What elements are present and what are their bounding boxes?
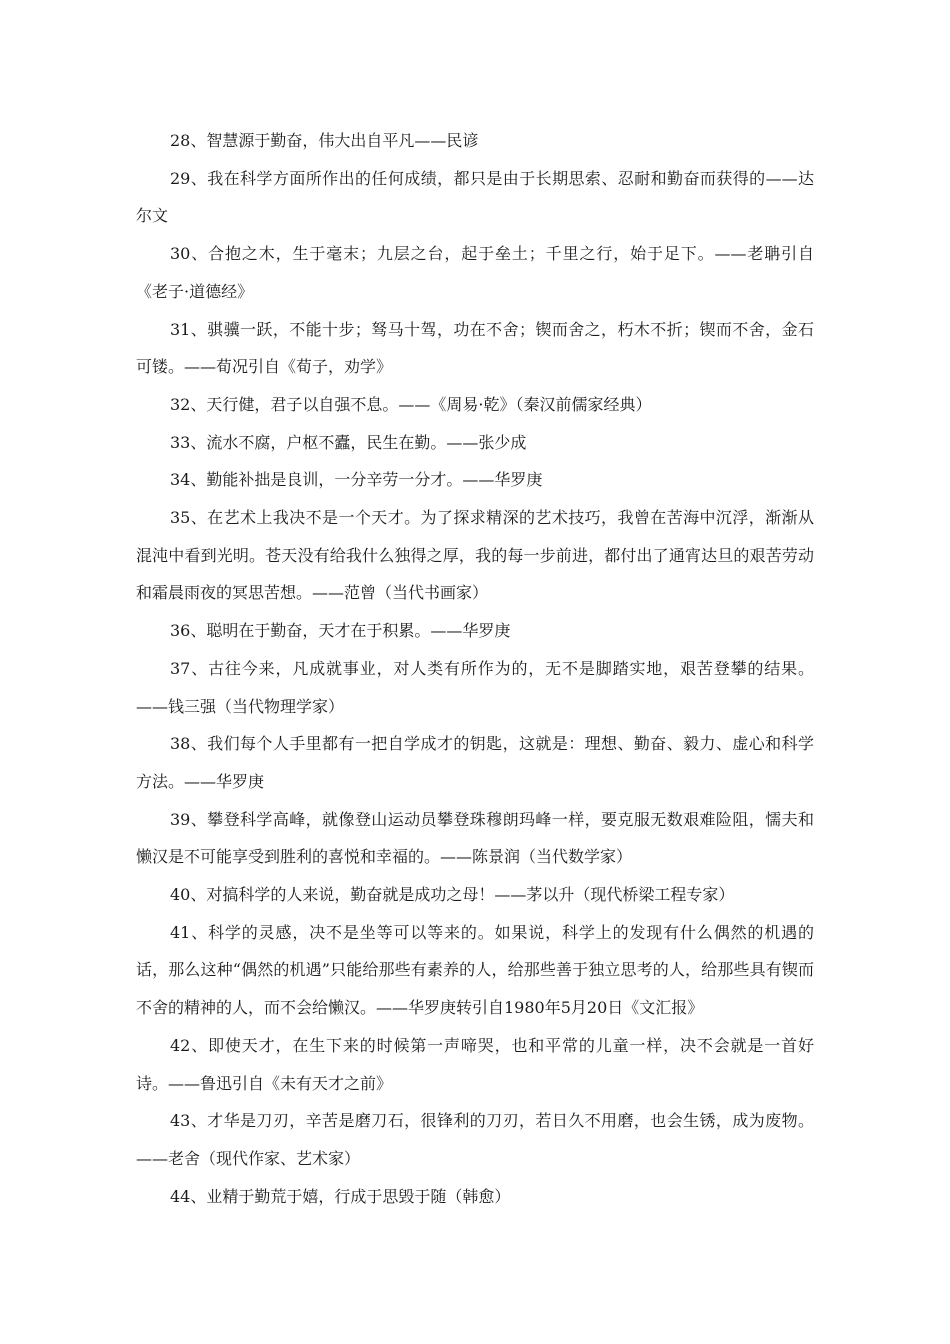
quote-36: 36、聪明在于勤奋，天才在于积累。——华罗庚 bbox=[170, 621, 511, 641]
quote-35: 35、在艺术上我决不是一个天才。为了探求精深的艺术技巧，我曾在苦海中沉浮，渐渐从混沌中看到光明。苍天没有给我什么独得之厚，我的每一步前进，都付出了通宵达旦的艰苦劳动和霜晨雨夜的冥思苦想。——范曾（当代书画家） bbox=[136, 508, 814, 603]
quote-30: 30、合抱之木，生于毫末；九层之台，起于垒土；千里之行，始于足下。——老聃引自《老子·道德经》 bbox=[136, 244, 814, 301]
quote-41: 41、科学的灵感，决不是坐等可以等来的。如果说，科学上的发现有什么偶然的机遇的话，那么这种“偶然的机遇”只能给那些有素养的人，给那些善于独立思考的人，给那些具有锲而不舍的精神的人，而不会给懒汉。——华罗庚转引自1980年5月20日《文汇报》 bbox=[136, 922, 814, 1018]
quote-29: 29、我在科学方面所作出的任何成绩，都只是由于长期思索、忍耐和勤奋而获得的——达尔文 bbox=[136, 168, 814, 226]
quote-33: 33、流水不腐，户枢不蠹，民生在勤。——张少成 bbox=[170, 432, 527, 452]
quote-40: 40、对搞科学的人来说，勤奋就是成功之母！——茅以升（现代桥梁工程专家） bbox=[170, 885, 735, 905]
quote-28: 28、智慧源于勤奋，伟大出自平凡——民谚 bbox=[170, 131, 479, 150]
quote-38: 38、我们每个人手里都有一把自学成才的钥匙，这就是：理想、勤奋、毅力、虚心和科学方法。——华罗庚 bbox=[136, 734, 814, 791]
quote-43: 43、才华是刀刃，辛苦是磨刀石，很锋利的刀刃，若日久不用磨，也会生锈，成为废物。——老舍（现代作家、艺术家） bbox=[136, 1111, 814, 1168]
quote-37: 37、古往今来，凡成就事业，对人类有所作为的，无不是脚踏实地，艰苦登攀的结果。——钱三强（当代物理学家） bbox=[136, 658, 814, 716]
quote-32: 32、天行健，君子以自强不息。——《周易·乾》（秦汉前儒家经典） bbox=[170, 394, 652, 414]
quote-list bbox=[136, 122, 814, 1215]
quote-34: 34、勤能补拙是良训，一分辛劳一分才。——华罗庚 bbox=[170, 470, 543, 490]
quote-44: 44、业精于勤荒于嬉，行成于思毁于随（韩愈） bbox=[170, 1186, 511, 1206]
quote-42: 42、即使天才，在生下来的时候第一声啼哭，也和平常的儿童一样，决不会就是一首好诗。——鲁迅引自《未有天才之前》 bbox=[136, 1035, 814, 1093]
quote-39: 39、攀登科学高峰，就像登山运动员攀登珠穆朗玛峰一样，要克服无数艰难险阻，懦夫和懒汉是不可能享受到胜利的喜悦和幸福的。——陈景润（当代数学家） bbox=[136, 809, 814, 867]
quote-31: 31、骐骥一跃，不能十步；驽马十驾，功在不舍；锲而舍之，朽木不折；锲而不舍，金石可镂。——荀况引自《荀子，劝学》 bbox=[136, 319, 814, 377]
